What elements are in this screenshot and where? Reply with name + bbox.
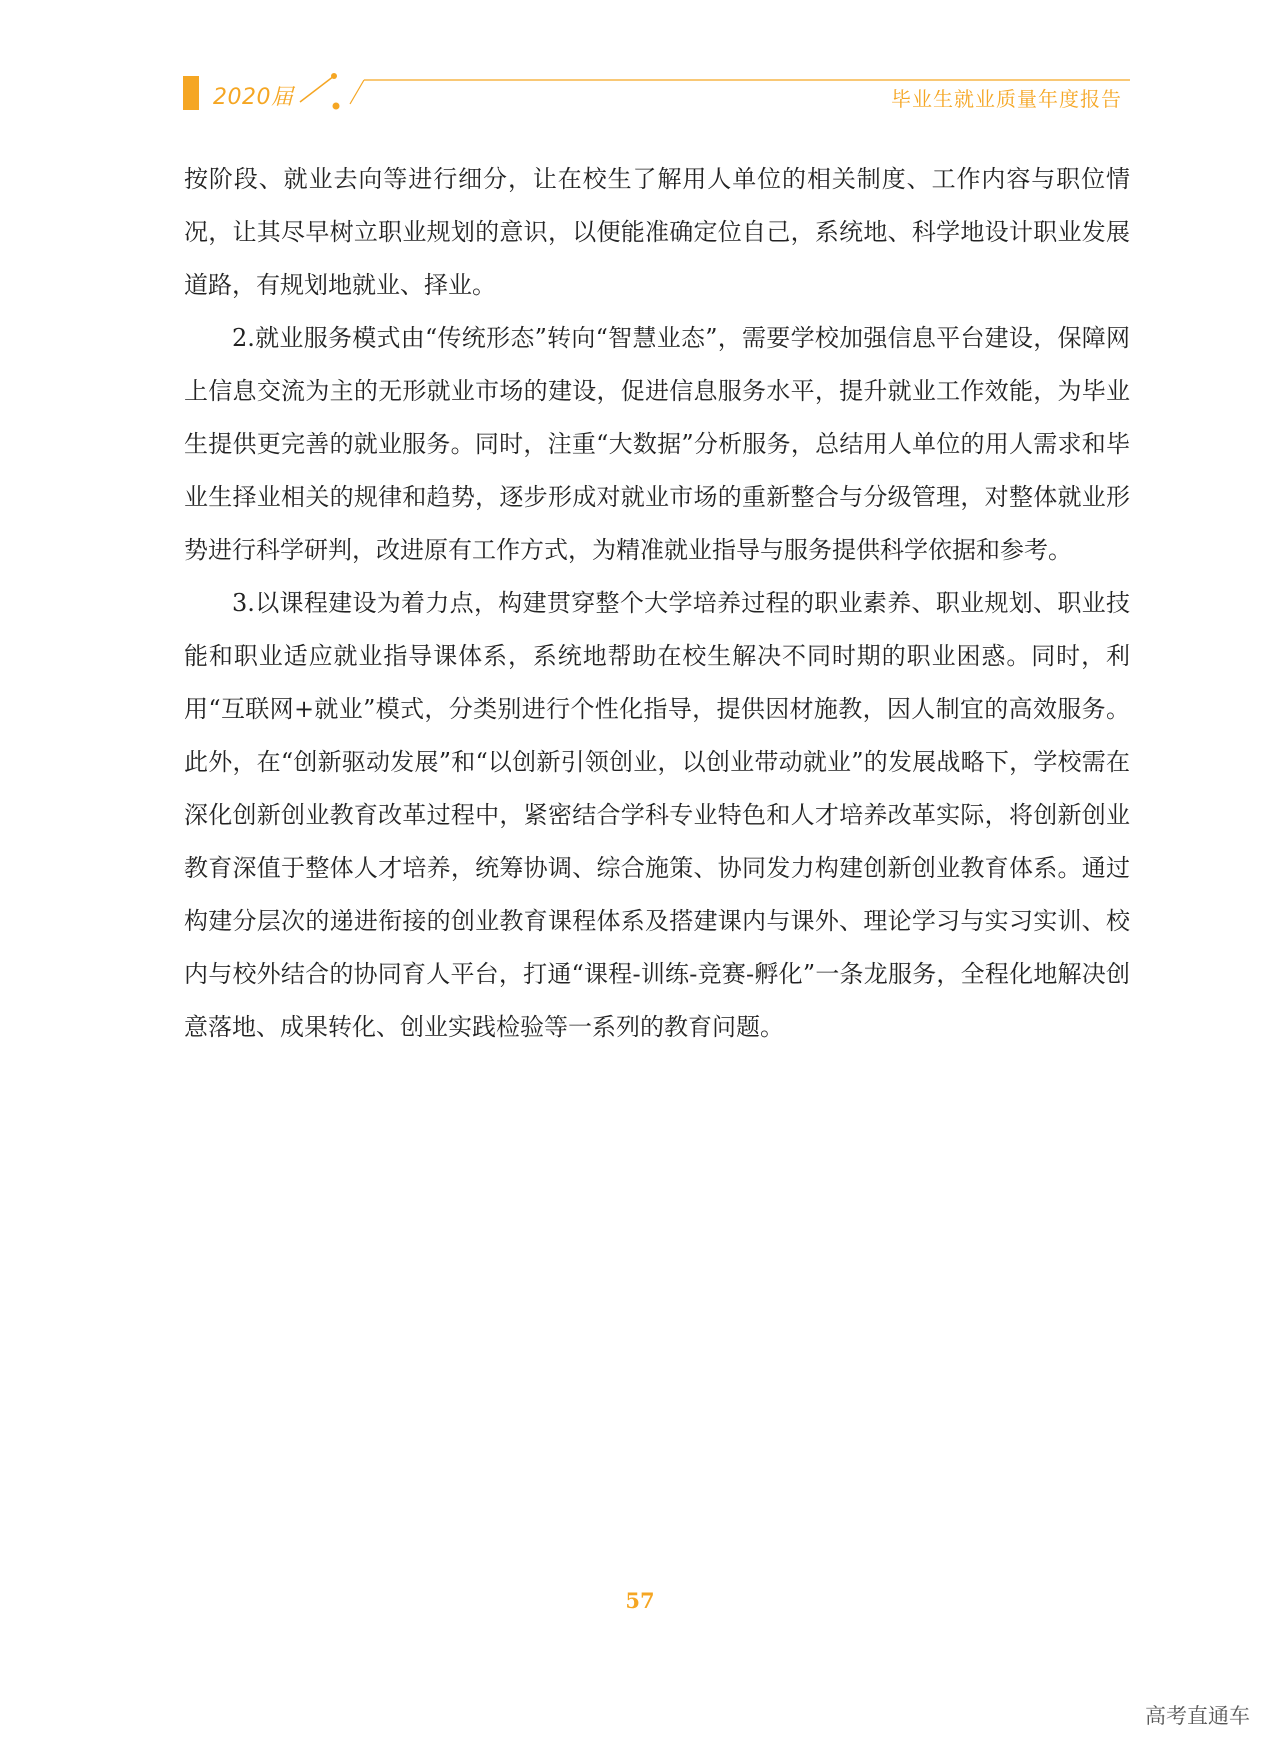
paragraph-item-3: 3.以课程建设为着力点，构建贯穿整个大学培养过程的职业素养、职业规划、职业技能和职业适应就业指导课体系，系统地帮助在校生解决不同时期的职业困惑。同时，利用“互联网+就业”模式，分类别进行个性化指导，提供因材施教，因人制宜的高效服务。此外，在“创新驱动发展”和“以创新引领创业，以创业带动就业”的发展战略下，学校需在深化创新创业教育改革过程中，紧密结合学科专业特色和人才培养改革实际，将创新创业教育深值于整体人才培养，统筹协调、综合施策、协同发力构建创新创业教育体系。通过构建分层次的递进衔接的创业教育课程体系及搭建课内与课外、理论学习与实习实训、校内与校外结合的协同育人平台，打通“课程-训练-竞赛-孵化”一条龙服务，全程化地解决创意落地、成果转化、创业实践检验等一系列的教育问题。 bbox=[184, 589, 1130, 1041]
paragraph-item-2: 2.就业服务模式由“传统形态”转向“智慧业态”，需要学校加强信息平台建设，保障网上信息交流为主的无形就业市场的建设，促进信息服务水平，提升就业工作效能，为毕业生提供更完善的就业服务。同时，注重“大数据”分析服务，总结用人单位的用人需求和毕业生择业相关的规律和趋势，逐步形成对就业市场的重新整合与分级管理，对整体就业形势进行科学研判，改进原有工作方式，为精准就业指导与服务提供科学依据和参考。 bbox=[184, 324, 1130, 564]
page-header bbox=[0, 0, 1280, 130]
watermark-text: 高考直通车 bbox=[1145, 1704, 1250, 1728]
header-year-label: 2020届 bbox=[213, 85, 294, 110]
paragraph-continuation: 按阶段、就业去向等进行细分，让在校生了解用人单位的相关制度、工作内容与职位情况，让其尽早树立职业规划的意识，以便能准确定位自己，系统地、科学地设计职业发展道路，有规划地就业、择业。 bbox=[184, 165, 1130, 299]
page-number: 57 bbox=[625, 1588, 655, 1613]
header-report-title: 毕业生就业质量年度报告 bbox=[891, 87, 1122, 111]
body-text bbox=[184, 153, 1130, 1054]
